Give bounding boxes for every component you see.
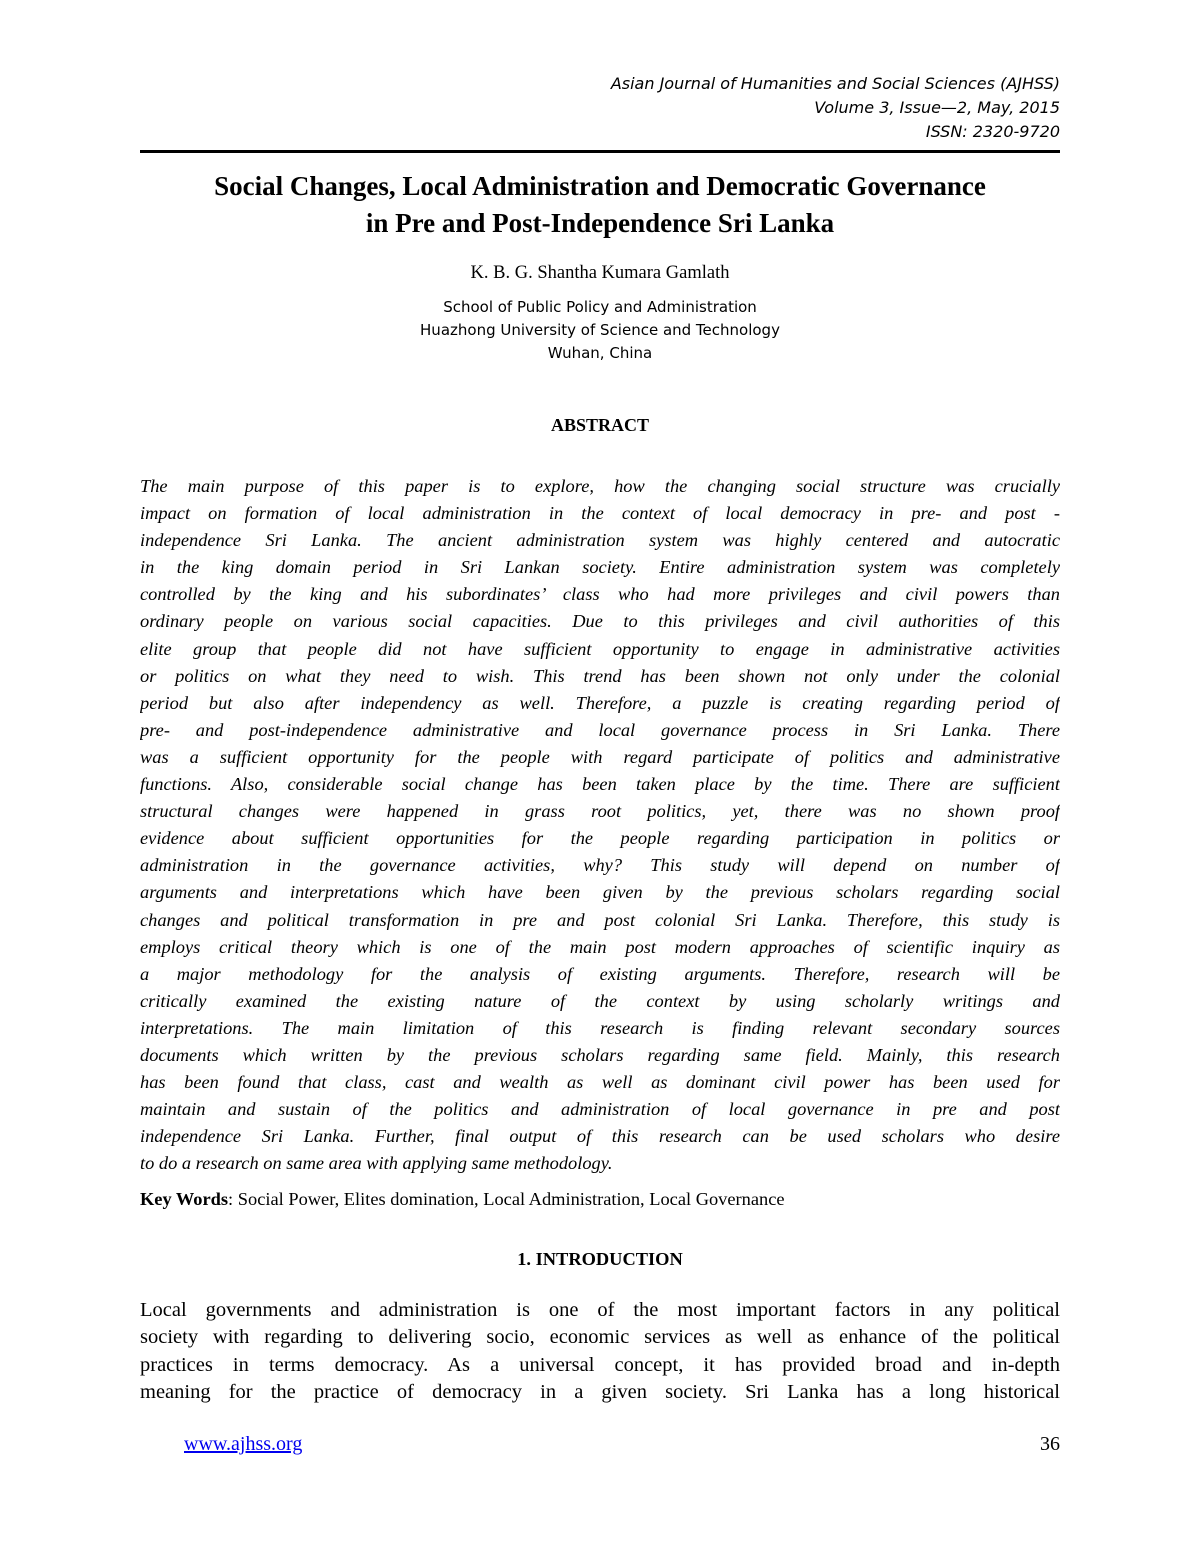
abstract-body [140,473,1060,1177]
keywords-label-text: Key Words [140,1189,229,1209]
affiliation-school: School of Public Policy and Administration [443,298,757,316]
introduction-line: society with regarding to delivering socio, economic services as well as enhance of the political [140,1326,1060,1349]
journal-name: Asian Journal of Humanities and Social Sciences (AJHSS) [610,74,1060,93]
abstract-line: impact on formation of local administration in the context of local democracy in pre- and post - [140,503,1060,524]
keywords-label [140,1189,228,1209]
abstract-line: changes and political transformation in pre and post colonial Sri Lanka. Therefore, this study is [140,909,1060,930]
abstract-line: independence Sri Lanka. Further, final output of this research can be used scholars who desire [140,1126,1060,1147]
author-affiliation [140,296,1060,365]
keywords-text: Social Power, Elites domination, Local Administration, Local Governance [233,1189,785,1209]
introduction-line: Local governments and administration is one of the most important factors in any political [140,1299,1060,1321]
introduction-body [140,1297,1060,1406]
abstract-line: employs critical theory which is one of the main post modern approaches of scientific inquiry as [140,936,1060,957]
abstract-line: pre- and post-independence administrative and local governance process in Sri Lanka. There [140,719,1060,740]
paper-title [140,168,1060,242]
abstract-line: The main purpose of this paper is to explore, how the changing social structure was crucially [140,476,1060,496]
header-divider [140,150,1060,153]
abstract-line: arguments and interpretations which have been given by the previous scholars regarding social [140,882,1060,903]
abstract-line: documents which written by the previous scholars regarding same field. Mainly, this research [140,1044,1060,1065]
page-number: 36 [1040,1433,1060,1455]
keywords [140,1186,1060,1213]
abstract-line: independence Sri Lanka. The ancient administration system was highly centered and autocratic [140,530,1060,551]
abstract-line: administration in the governance activities, why? This study will depend on number of [140,855,1060,876]
volume-issue: Volume 3, Issue—2, May, 2015 [814,98,1060,117]
abstract-line: controlled by the king and his subordinates’ class who had more privileges and civil powers than [140,584,1060,605]
affiliation-university: Huazhong University of Science and Technology [420,321,780,339]
abstract-line: functions. Also, considerable social change has been taken place by the time. There are sufficient [140,774,1060,795]
keywords-colon: : [228,1189,234,1209]
introduction-heading: 1. INTRODUCTION [517,1249,683,1269]
abstract-line: a major methodology for the analysis of existing arguments. Therefore, research will be [140,963,1060,984]
website-link[interactable]: www.ajhss.org [184,1433,303,1455]
abstract-line: interpretations. The main limitation of this research is finding relevant secondary sources [140,1017,1060,1038]
abstract-line: to do a research on same area with applying same methodology. [140,1153,613,1174]
abstract-line: or politics on what they need to wish. This trend has been shown not only under the colonial [140,665,1060,686]
author-name: K. B. G. Shantha Kumara Gamlath [470,263,730,283]
abstract-line: ordinary people on various social capacities. Due to this privileges and civil authorities of this [140,611,1060,632]
abstract-line: period but also after independency as well. Therefore, a puzzle is creating regarding period of [140,692,1060,713]
abstract-line: elite group that people did not have sufficient opportunity to engage in administrative activities [140,638,1060,659]
paper-title-line-2: in Pre and Post-Independence Sri Lanka [365,208,835,238]
paper-title-line-1: Social Changes, Local Administration and Democratic Governance [214,171,986,201]
journal-header [500,72,1060,144]
abstract-line: was a sufficient opportunity for the people with regard participate of politics and administrative [140,746,1060,767]
abstract-line: evidence about sufficient opportunities for the people regarding participation in politics or [140,828,1060,849]
abstract-line: critically examined the existing nature of the context by using scholarly writings and [140,990,1060,1011]
abstract-heading: ABSTRACT [550,415,650,435]
abstract-line: maintain and sustain of the politics and administration of local governance in pre and post [140,1099,1060,1120]
introduction-line: practices in terms democracy. As a universal concept, it has provided broad and in-depth [140,1353,1060,1376]
abstract-line: in the king domain period in Sri Lankan society. Entire administration system was completely [140,557,1060,578]
abstract-line: structural changes were happened in grass root politics, yet, there was no shown proof [140,801,1060,822]
affiliation-location: Wuhan, China [547,344,653,362]
abstract-line: has been found that class, cast and wealth as well as dominant civil power has been used for [140,1072,1060,1093]
introduction-line: meaning for the practice of democracy in a given society. Sri Lanka has a long historical [140,1380,1060,1403]
issn: ISSN: 2320-9720 [925,122,1060,141]
